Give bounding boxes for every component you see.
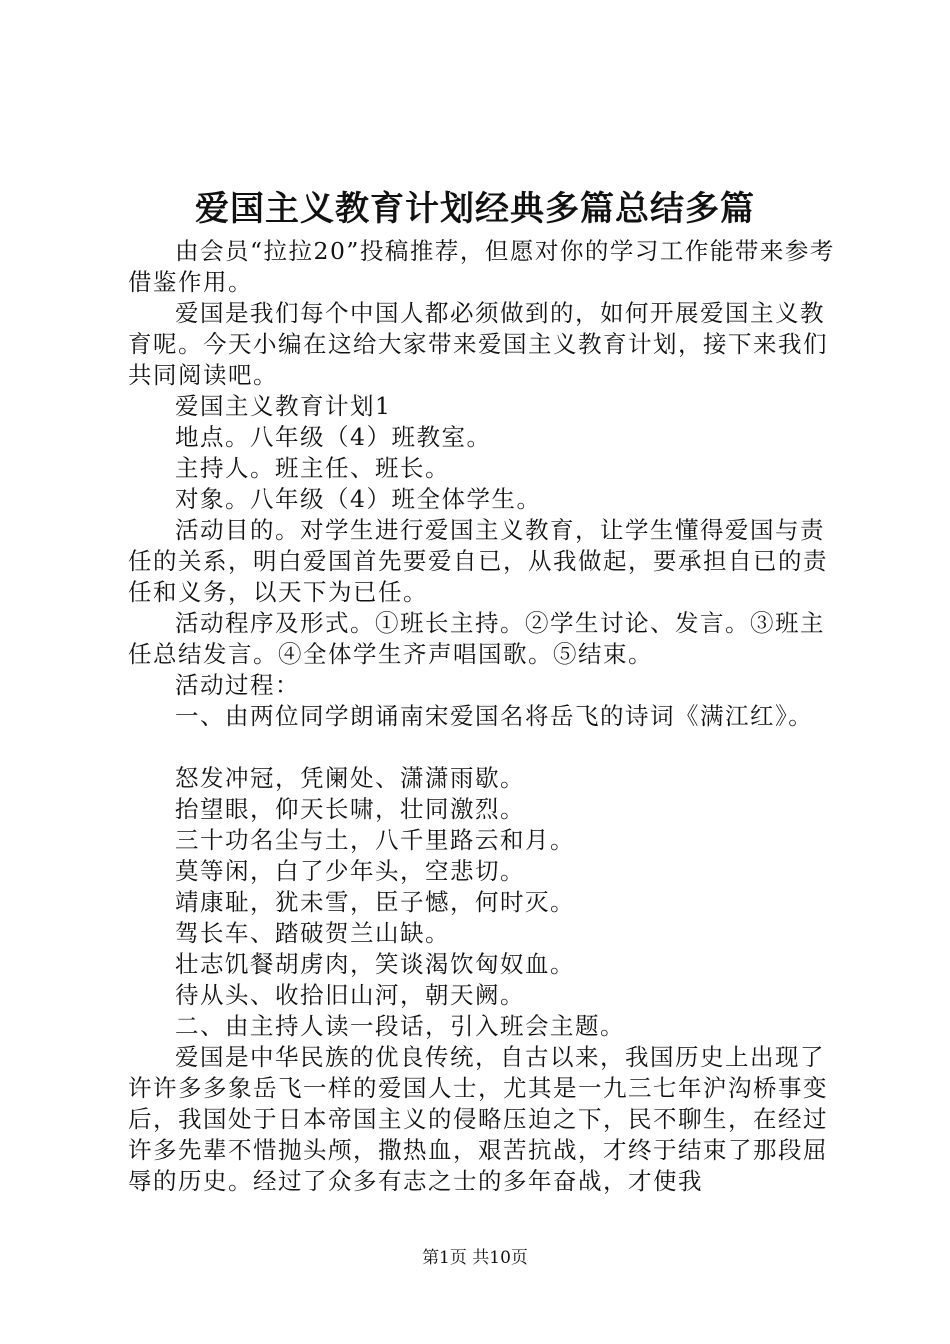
blank-line (128, 732, 838, 763)
poem-line: 驾长车、踏破贺兰山缺。 (175, 919, 450, 947)
poem-line: 三十功名尘与土，八千里路云和月。 (175, 826, 575, 854)
poem-line: 待从头、收拾旧山河，朝天阙。 (175, 981, 525, 1009)
paragraph-step-one: 一、由两位同学朗诵南宋爱国名将岳飞的诗词《满江红》。 (175, 702, 814, 730)
paragraph-process: 活动过程： (175, 671, 300, 699)
paragraph-audience: 对象。八年级（4）班全体学生。 (175, 485, 542, 513)
document-title: 爱国主义教育计划经典多篇总结多篇 (195, 189, 755, 229)
paragraph-step-two: 二、由主持人读一段话，引入班会主题。 (175, 1012, 625, 1040)
paragraph-preface: 爱国是我们每个中国人都必须做到的，如何开展爱国主义教育呢。今天小编在这给大家带来爱国主义教育计划，接下来我们共同阅读吧。 (128, 299, 828, 389)
poem-line: 怒发冲冠，凭阑处、潇潇雨歇。 (175, 764, 525, 792)
section-heading: 爱国主义教育计划1 (175, 392, 392, 420)
poem-line: 靖康耻，犹未雪，臣子憾，何时灭。 (175, 888, 575, 916)
poem-line: 抬望眼，仰天长啸，壮同激烈。 (175, 795, 525, 823)
document-body (128, 236, 838, 1197)
paragraph-history: 爱国是中华民族的优良传统，自古以来，我国历史上出现了许许多多象岳飞一样的爱国人士，尤其是一九三七年沪沟桥事变后，我国处于日本帝国主义的侵略压迫之下，民不聊生，在经过许多先辈不惜抛头颅，撒热血，艰苦抗战，才终于结束了那段屈辱的历史。经过了众多有志之士的多年奋战，才使我 (128, 1043, 828, 1195)
paragraph-purpose: 活动目的。对学生进行爱国主义教育，让学生懂得爱国与责任的关系，明白爱国首先要爱自已，从我做起，要承担自已的责任和义务，以天下为已任。 (128, 516, 828, 606)
page-footer: 第1页 共10页 (422, 1248, 528, 1268)
poem-line: 莫等闲，白了少年头，空悲切。 (175, 857, 525, 885)
paragraph-host: 主持人。班主任、班长。 (175, 454, 450, 482)
paragraph-intro: 由会员“拉拉20”投稿推荐，但愿对你的学习工作能带来参考借鉴作用。 (128, 237, 835, 296)
poem-line: 壮志饥餐胡虏肉，笑谈渴饮匈奴血。 (175, 950, 575, 978)
paragraph-location: 地点。八年级（4）班教室。 (175, 423, 492, 451)
paragraph-procedure: 活动程序及形式。①班长主持。②学生讨论、发言。③班主任总结发言。④全体学生齐声唱国歌。⑤结束。 (128, 609, 825, 668)
